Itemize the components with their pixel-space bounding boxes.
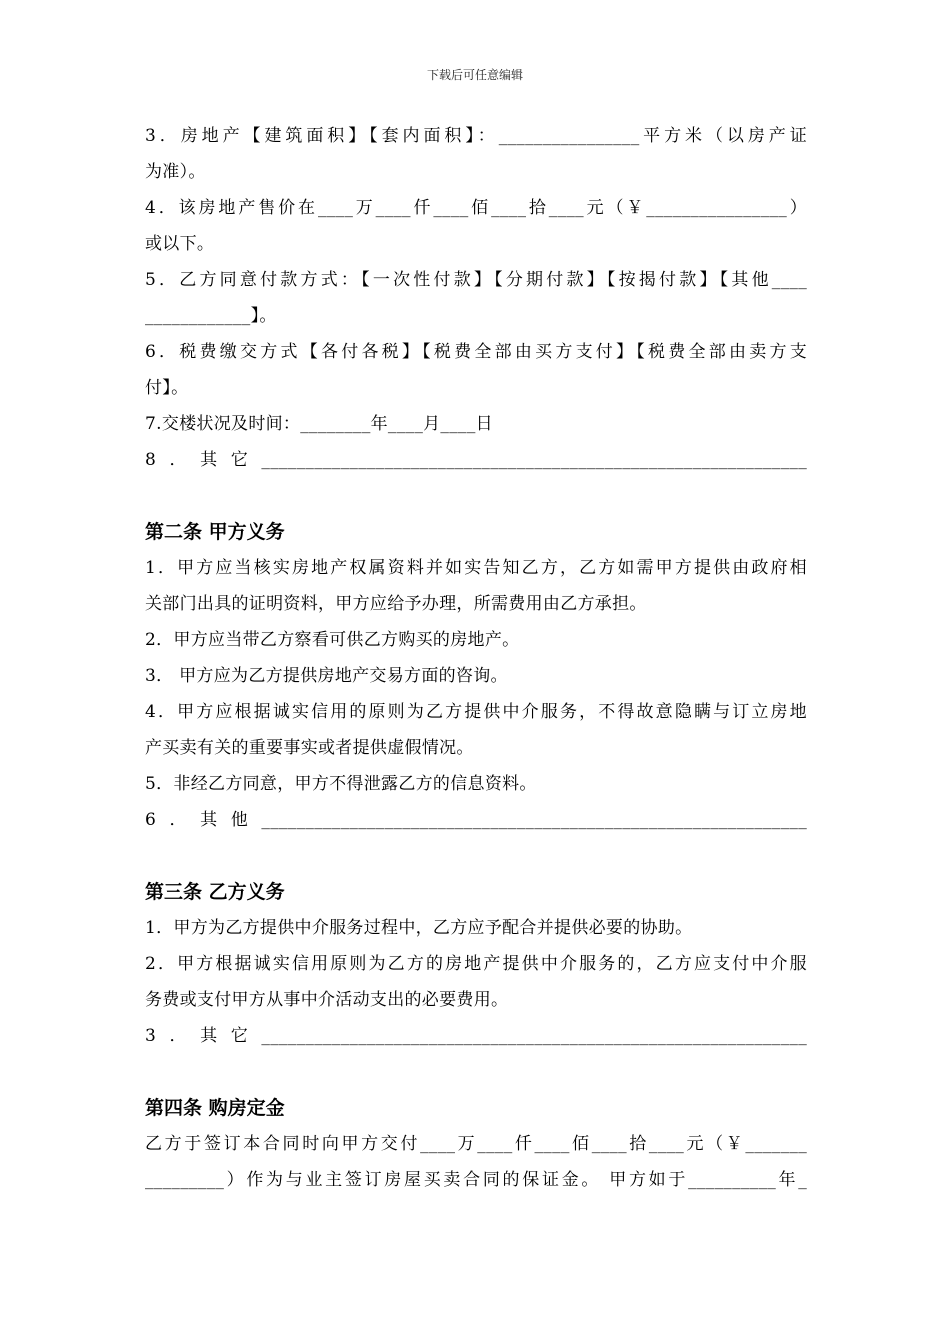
clause-3-area-cont: 为准）。	[145, 162, 206, 182]
clause-8-other: 8．其它______________________________________________________________	[145, 450, 807, 470]
article-4	[145, 1090, 807, 1198]
article-2-item-4: 4．甲方应根据诚实信用的原则为乙方提供中介服务，不得故意隐瞒与订立房地	[145, 702, 807, 722]
spacer	[145, 478, 807, 514]
article-2-item-2: 2．甲方应当带乙方察看可供乙方购买的房地产。	[145, 630, 520, 650]
article-4-line-1: 乙方于签订本合同时向甲方交付____万____仟____佰____拾____元（￥_______	[145, 1134, 807, 1154]
article-2-item-3: 3． 甲方应为乙方提供房地产交易方面的咨询。	[145, 666, 508, 686]
article-2-item-6: 6．其他______________________________________________________________	[145, 810, 807, 830]
clause-4-price: 4．该房地产售价在____万____仟____佰____拾____元（￥________________）	[145, 198, 807, 218]
document-body	[145, 118, 807, 1198]
article-3-item-3: 3．其它______________________________________________________________	[145, 1026, 807, 1046]
article-3	[145, 874, 807, 1054]
article-4-line-2: _________）作为与业主签订房屋买卖合同的保证金。 甲方如于__________年_	[145, 1170, 807, 1190]
article-2-item-5: 5．非经乙方同意，甲方不得泄露乙方的信息资料。	[145, 774, 537, 794]
spacer	[145, 838, 807, 874]
clause-5-payment-cont: ____________】。	[145, 306, 277, 326]
page-header: 下载后可任意编辑	[426, 68, 523, 82]
clause-6-tax: 6．税费缴交方式【各付各税】【税费全部由买方支付】【税费全部由卖方支	[145, 342, 807, 362]
article-2	[145, 514, 807, 838]
article-3-title: 第三条 乙方义务	[145, 881, 285, 903]
article-3-item-2-cont: 务费或支付甲方从事中介活动支出的必要费用。	[145, 990, 509, 1010]
clause-6-tax-cont: 付】。	[145, 378, 189, 398]
spacer	[145, 1054, 807, 1090]
clause-3-area: 3．房地产【建筑面积】【套内面积】：________________平方米（以房产证	[145, 126, 807, 146]
article-2-item-4-cont: 产买卖有关的重要事实或者提供虚假情况。	[145, 738, 474, 758]
article-4-title: 第四条 购房定金	[145, 1097, 285, 1119]
article-3-item-1: 1．甲方为乙方提供中介服务过程中，乙方应予配合并提供必要的协助。	[145, 918, 693, 938]
clause-7-handover: 7.交楼状况及时间：________年____月____日	[145, 414, 493, 434]
article-2-item-1-cont: 关部门出具的证明资料，甲方应给予办理，所需费用由乙方承担。	[145, 594, 647, 614]
article-2-title: 第二条 甲方义务	[145, 521, 285, 543]
clause-5-payment: 5．乙方同意付款方式：【一次性付款】【分期付款】【按揭付款】【其他____	[145, 270, 807, 290]
section-1-items	[145, 118, 807, 478]
clause-4-price-cont: 或以下。	[145, 234, 215, 254]
article-3-item-2: 2．甲方根据诚实信用原则为乙方的房地产提供中介服务的，乙方应支付中介服	[145, 954, 807, 974]
article-2-item-1: 1．甲方应当核实房地产权属资料并如实告知乙方，乙方如需甲方提供由政府相	[145, 558, 807, 578]
